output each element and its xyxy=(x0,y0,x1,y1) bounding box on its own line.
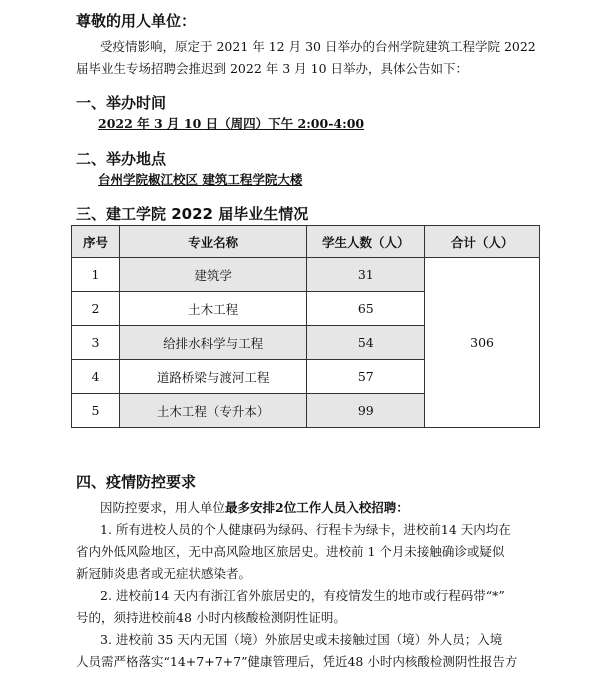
event-time: 2022 年 3 月 10 日（周四）下午 2:00-4:00 xyxy=(98,116,365,131)
staff-limit-text: 最多安排2位工作人员入校招聘： xyxy=(225,500,409,515)
row-count: 99 xyxy=(307,394,425,428)
row-major: 道路桥梁与渡河工程 xyxy=(119,360,307,394)
greeting: 尊敬的用人单位： xyxy=(76,12,197,30)
row-count: 57 xyxy=(307,360,425,394)
section-4-heading: 四、疫情防控要求 xyxy=(76,473,197,491)
event-location: 台州学院椒江校区 建筑工程学院大楼 xyxy=(98,172,303,187)
requirement-1-line-1: 1. 所有进校人员的个人健康码为绿码、行程卡为绿卡，进校前14 天内均在 xyxy=(100,522,511,537)
requirement-intro xyxy=(100,497,409,519)
row-no: 5 xyxy=(72,394,120,428)
row-count: 31 xyxy=(307,258,425,292)
requirement-intro-text: 因防控要求，用人单位 xyxy=(100,500,226,515)
graduates-table xyxy=(71,225,540,428)
header-count: 学生人数（人） xyxy=(307,226,425,258)
row-major: 土木工程（专升本） xyxy=(119,394,307,428)
header-no: 序号 xyxy=(72,226,120,258)
table-row xyxy=(72,258,540,292)
row-no: 1 xyxy=(72,258,120,292)
row-count: 65 xyxy=(307,292,425,326)
intro-line-2: 届毕业生专场招聘会推迟到 2022 年 3 月 10 日举办，具体公告如下： xyxy=(76,61,469,76)
row-major: 给排水科学与工程 xyxy=(119,326,307,360)
header-total: 合计（人） xyxy=(425,226,540,258)
requirement-2-line-1: 2. 进校前14 天内有浙江省外旅居史的，有疫情发生的地市或行程码带“*” xyxy=(100,588,505,603)
table-header-row xyxy=(72,226,540,258)
section-1-heading: 一、举办时间 xyxy=(76,94,167,112)
requirement-1-line-2: 省内外低风险地区，无中高风险地区旅居史。进校前 1 个月未接触确诊或疑似 xyxy=(76,544,505,559)
header-major: 专业名称 xyxy=(119,226,307,258)
requirement-1-line-3: 新冠肺炎患者或无症状感染者。 xyxy=(76,566,252,581)
row-count: 54 xyxy=(307,326,425,360)
total-cell: 306 xyxy=(425,258,540,428)
requirement-3-line-2: 人员需严格落实“14+7+7+7”健康管理后，凭近48 小时内核酸检测阴性报告方 xyxy=(76,654,518,669)
section-3-heading: 三、建工学院 2022 届毕业生情况 xyxy=(76,205,309,223)
row-major: 建筑学 xyxy=(119,258,307,292)
row-no: 2 xyxy=(72,292,120,326)
row-no: 3 xyxy=(72,326,120,360)
section-2-heading: 二、举办地点 xyxy=(76,150,167,168)
requirement-3-line-1: 3. 进校前 35 天内无国（境）外旅居史或未接触过国（境）外人员；入境 xyxy=(100,632,503,647)
row-no: 4 xyxy=(72,360,120,394)
row-major: 土木工程 xyxy=(119,292,307,326)
requirement-2-line-2: 号的，须持进校前48 小时内核酸检测阴性证明。 xyxy=(76,610,346,625)
intro-line-1: 受疫情影响，原定于 2021 年 12 月 30 日举办的台州学院建筑工程学院 2022 xyxy=(100,39,536,54)
